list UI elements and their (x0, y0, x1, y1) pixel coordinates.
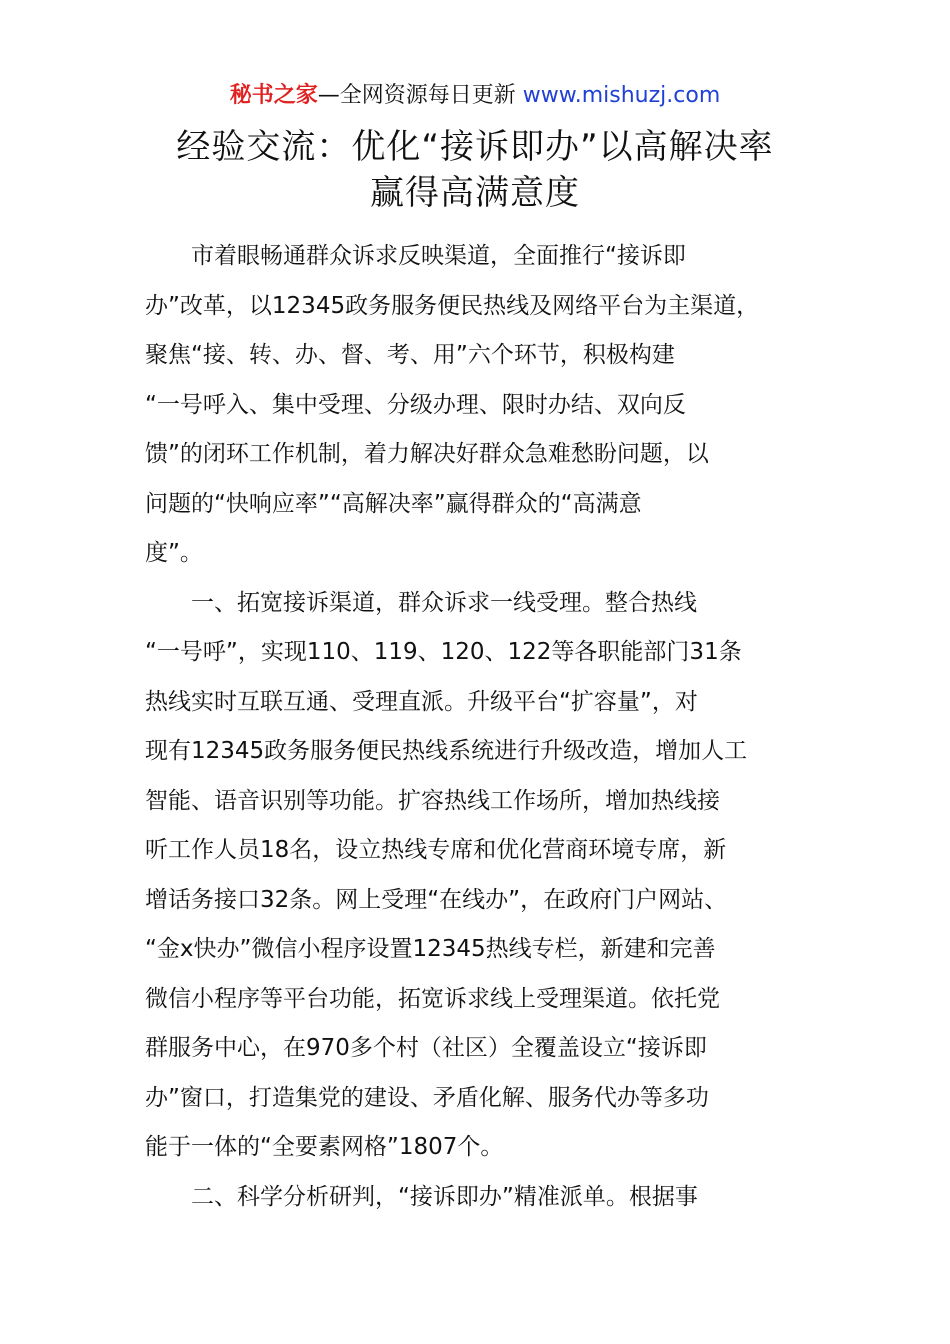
text-line: 听工作人员18名，设立热线专席和优化营商环境专席，新 (145, 837, 727, 863)
text-line: 二、科学分析研判，“接诉即办”精准派单。根据事 (145, 1183, 698, 1210)
document-body (145, 232, 825, 1222)
text-line: “一号呼入、集中受理、分级办理、限时办结、双向反 (145, 391, 686, 418)
text-line: 办”改革，以12345政务服务便民热线及网络平台为主渠道， (145, 292, 760, 319)
text-line: 办”窗口，打造集党的建设、矛盾化解、服务代办等多功 (145, 1084, 709, 1111)
text-line: 聚焦“接、转、办、督、考、用”六个环节，积极构建 (145, 342, 675, 368)
text-line: “金x快办”微信小程序设置12345热线专栏，新建和完善 (145, 936, 716, 962)
title-line: 赢得高满意度 (370, 173, 580, 213)
text-line: 微信小程序等平台功能，拓宽诉求线上受理渠道。依托党 (145, 985, 720, 1012)
text-line: 市着眼畅通群众诉求反映渠道，全面推行“接诉即 (145, 243, 686, 269)
document-title (0, 124, 950, 216)
site-tagline: —全网资源每日更新 (317, 83, 516, 108)
text-line: 一、拓宽接诉渠道，群众诉求一线受理。整合热线 (145, 589, 697, 616)
paragraph-intro (145, 232, 825, 579)
site-banner (0, 80, 950, 112)
text-line: 能于一体的“全要素网格”1807个。 (145, 1134, 504, 1160)
paragraph-section-2 (145, 1173, 825, 1223)
text-line: 度”。 (145, 540, 203, 566)
text-line: 群服务中心，在970多个村（社区）全覆盖设立“接诉即 (145, 1035, 707, 1061)
site-url-link[interactable]: www.mishuzj.com (522, 83, 721, 108)
text-line: 智能、语音识别等功能。扩容热线工作场所，增加热线接 (145, 787, 720, 814)
site-brand: 秘书之家 (229, 83, 318, 108)
text-line: 现有12345政务服务便民热线系统进行升级改造，增加人工 (145, 738, 748, 764)
paragraph-section-1 (145, 579, 825, 1173)
text-line: 问题的“快响应率”“高解决率”赢得群众的“高满意 (145, 490, 642, 517)
text-line: 馈”的闭环工作机制，着力解决好群众急难愁盼问题，以 (145, 441, 709, 467)
text-line: 增话务接口32条。网上受理“在线办”，在政府门户网站、 (145, 886, 728, 913)
text-line: “一号呼”，实现110、119、120、122等各职能部门31条 (145, 639, 742, 665)
title-line: 经验交流：优化“接诉即办”以高解决率 (176, 127, 774, 167)
text-line: 热线实时互联互通、受理直派。升级平台“扩容量”，对 (145, 688, 698, 715)
